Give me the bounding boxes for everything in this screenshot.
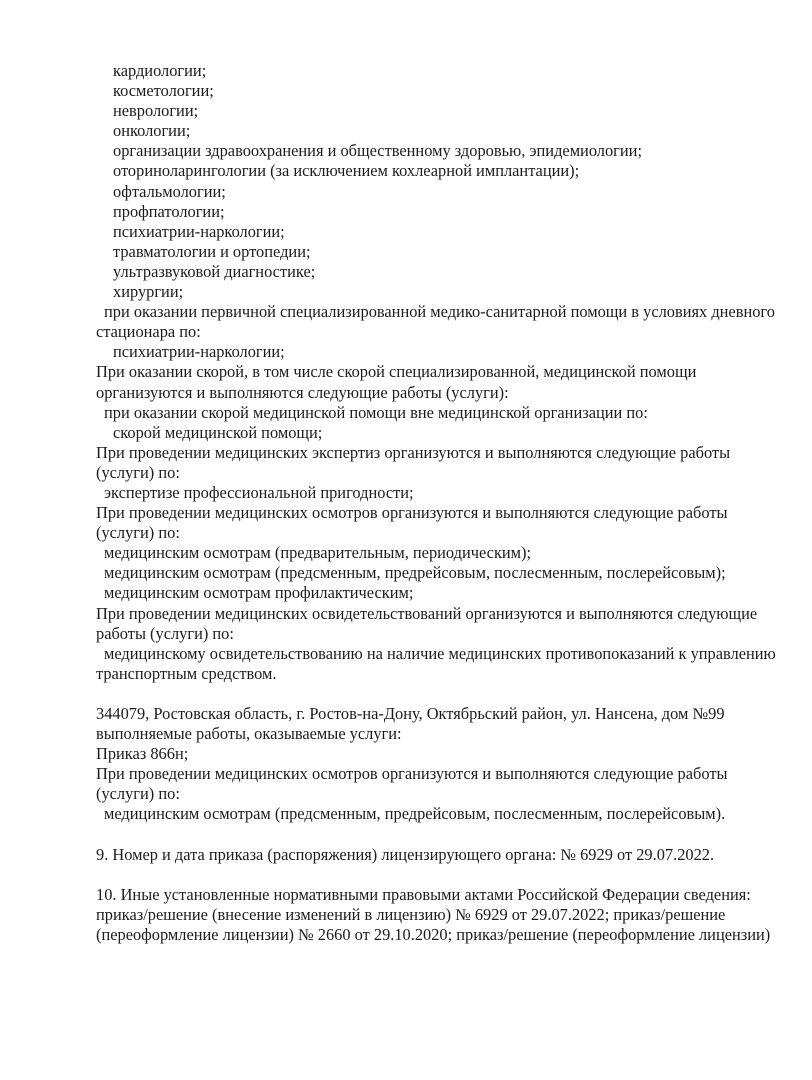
document-line: офтальмологии; — [113, 181, 226, 201]
document-line: (услуги) по: — [96, 523, 180, 543]
document-line: медицинским осмотрам (предсменным, предрейсовым, послесменным, послерейсовым). — [104, 804, 726, 824]
document-line: профпатологии; — [113, 201, 225, 221]
document-line: 9. Номер и дата приказа (распоряжения) лицензирующего органа: № 6929 от 29.07.2022. — [96, 844, 715, 864]
document-line: выполняемые работы, оказываемые услуги: — [96, 724, 402, 744]
document-line: (услуги) по: — [96, 784, 180, 804]
document-line: работы (услуги) по: — [96, 623, 234, 643]
document-line: медицинским осмотрам (предварительным, периодическим); — [104, 543, 532, 563]
document-line: оториноларингологии (за исключением кохлеарной имплантации); — [113, 161, 580, 181]
document-line: при оказании скорой медицинской помощи вне медицинской организации по: — [104, 402, 648, 422]
document-line: При проведении медицинских осмотров организуются и выполняются следующие работы — [96, 503, 728, 523]
document-line: кардиологии; — [113, 61, 207, 80]
blank-line — [96, 684, 786, 704]
document-line: приказ/решение (внесение изменений в лицензию) № 6929 от 29.07.2022; приказ/решение — [96, 904, 726, 924]
document-line: при оказании первичной специализированной медико-санитарной помощи в условиях дневного — [104, 302, 775, 322]
document-line: скорой медицинской помощи; — [113, 422, 323, 442]
document-line: медицинскому освидетельствованию на наличие медицинских противопоказаний к управлению — [104, 643, 776, 663]
document-line: При проведении медицинских экспертиз организуются и выполняются следующие работы — [96, 442, 731, 462]
document-line: экспертизе профессиональной пригодности; — [104, 482, 414, 502]
document-line: 344079, Ростовская область, г. Ростов-на-Дону, Октябрьский район, ул. Нансена, дом №99 — [96, 704, 725, 723]
document-line: психиатрии-наркологии; — [113, 221, 285, 241]
document-page — [96, 61, 786, 945]
document-line: косметологии; — [113, 81, 214, 101]
document-line: хирургии; — [113, 282, 184, 302]
document-line: организуются и выполняются следующие работы (услуги): — [96, 382, 509, 402]
document-line: стационара по: — [96, 322, 201, 342]
document-line: транспортным средством. — [96, 663, 277, 683]
document-line: неврологии; — [113, 101, 199, 121]
document-line: ультразвуковой диагностике; — [113, 261, 316, 281]
document-line: При проведении медицинских осмотров организуются и выполняются следующие работы — [96, 764, 728, 784]
document-line: 10. Иные установленные нормативными правовыми актами Российской Федерации сведения: — [96, 884, 751, 904]
document-line: Приказ 866н; — [96, 744, 189, 764]
document-line: медицинским осмотрам (предсменным, предрейсовым, послесменным, послерейсовым); — [104, 563, 726, 583]
blank-line — [96, 865, 786, 885]
document-line: онкологии; — [113, 121, 191, 141]
document-line: психиатрии-наркологии; — [113, 342, 285, 362]
blank-line — [96, 825, 786, 845]
document-line: (услуги) по: — [96, 462, 180, 482]
document-line: травматологии и ортопедии; — [113, 241, 311, 261]
document-line: При проведении медицинских освидетельствований организуются и выполняются следующие — [96, 603, 758, 623]
document-line: (переоформление лицензии) № 2660 от 29.10.2020; приказ/решение (переоформление лицензии) — [96, 925, 771, 945]
document-line: медицинским осмотрам профилактическим; — [104, 583, 414, 603]
document-line: организации здравоохранения и общественному здоровью, эпидемиологии; — [113, 141, 643, 161]
document-line: При оказании скорой, в том числе скорой специализированной, медицинской помощи — [96, 362, 697, 382]
